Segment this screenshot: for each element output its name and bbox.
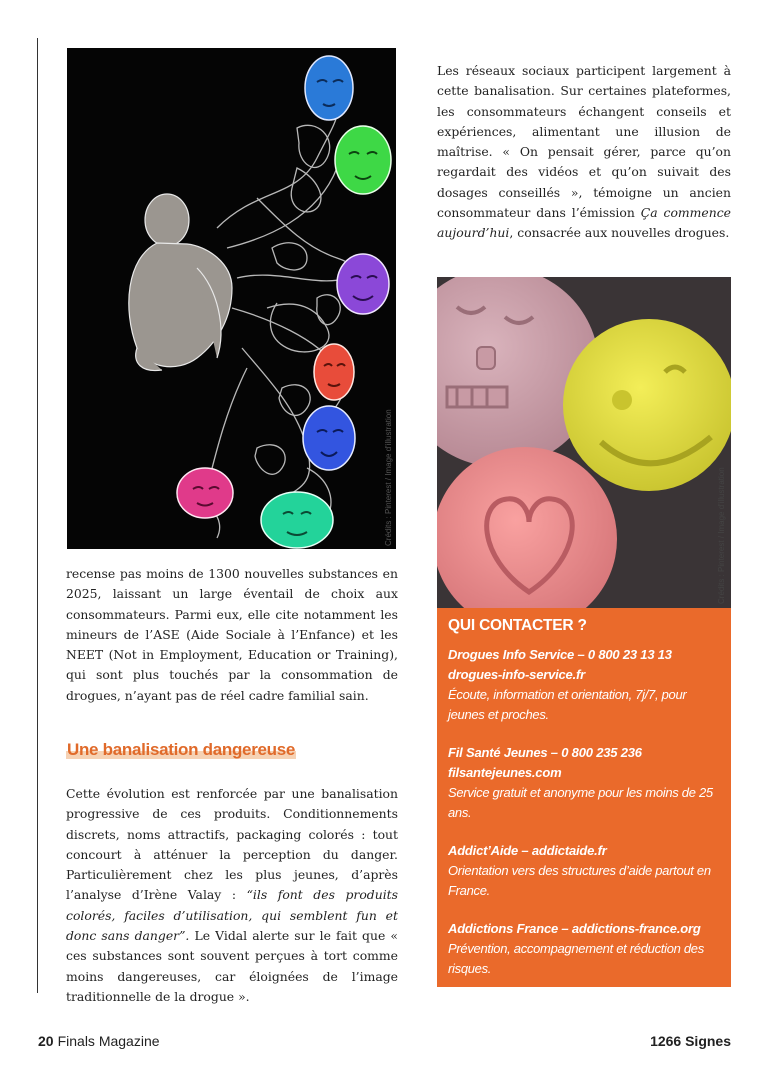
mask-teal [261,492,333,548]
mask-indigo [303,406,355,470]
section-heading-text: Une banalisation dangereuse [67,740,296,759]
magazine-name: Finals Magazine [57,1033,160,1049]
pills-photo [437,277,731,608]
contact-box [437,608,731,987]
contact-name[interactable]: Drogues Info Service – 0 800 23 13 13 [448,647,672,662]
mask-blue [305,56,353,120]
contact-description: Service gratuit et anonyme pour les moins de 25 ans. [448,785,713,820]
photo-credit: Crédits : Pinterest / Image d'illustration [717,467,726,604]
contact-description: Écoute, information et orientation, 7j/7, pour jeunes et proches. [448,687,687,722]
contact-name[interactable]: Addict’Aide – addictaide.fr [448,843,607,858]
contact-website[interactable]: filsantejeunes.com [448,765,562,780]
left-column-paragraph-2 [66,784,398,1007]
mask-green [335,126,391,194]
contact-website[interactable]: drogues-info-service.fr [448,667,585,682]
contact-description: Prévention, accompagnement et réduction des risques. [448,941,704,976]
pills-photo-art [437,277,731,608]
footer-left [38,1033,160,1049]
illustration-credit: Crédits : Pinterest / Image d'illustration [384,409,393,546]
contact-entry [448,919,721,979]
left-paragraph-part-a: Cette évolution est renforcée par une banalisation progressive de ces produits. Conditionnements discrets, noms attractifs, packaging colorés : tout concourt à atténuer la perception du danger. Particulièrement chez les plus jeunes, d’après l’analyse d’Irène Valay : [66,786,398,903]
right-paragraph-part-b: , consacrée aux nouvelles drogues. [509,225,730,241]
contact-name[interactable]: Fil Santé Jeunes – 0 800 235 236 [448,745,642,760]
contact-entry [448,743,721,823]
mask-purple [337,254,389,314]
contact-description: Orientation vers des structures d’aide partout en France. [448,863,711,898]
mask-red [314,344,354,400]
left-column-paragraph-1: recense pas moins de 1300 nouvelles substances en 2025, laissant un large éventail de choix aux consommateurs. Parmi eux, elle cite notamment les mineurs de l’ASE (Aide Sociale à l’Enfance) et les NEET (Not in Employment, Education or Training), qui sont plus touchés par la consommation de drogues, n’ayant pas de réel cadre familial sain. [66,566,398,703]
right-column-paragraph [437,61,731,244]
section-heading [66,740,296,760]
pill-smiley [563,319,731,491]
contact-title: QUI CONTACTER ? [448,617,587,634]
sign-count: 1266 Signes [650,1033,731,1049]
left-paragraph-part-b: Le Vidal alerte sur le fait que « ces substances sont souvent perçues à tort comme moins dangereuses, car éloignées de l’image traditionnelle de la drogue ». [66,928,398,1004]
contact-entry [448,645,721,725]
contact-entry [448,841,721,901]
page-number: 20 [38,1033,54,1049]
margin-rule [37,38,38,993]
mask-pink [177,468,233,518]
crouching-figure [129,194,232,371]
masks-illustration [67,48,396,549]
tv-show-title: Ça commence aujourd’hui [437,205,731,241]
irene-valay-quote: “ils font des produits colorés, faciles d’utilisation, qui semblent fun et donc sans danger”. [66,887,399,944]
contact-name[interactable]: Addictions France – addictions-france.org [448,921,701,936]
right-paragraph-part-a: Les réseaux sociaux participent largement à cette banalisation. Sur certaines plateformes, les consommateurs échangent conseils et expériences, alimentant une illusion de maîtrise. « On pensait gérer, parce qu’on regardait des vidéos et qu’on suivait des dosages conseillés », témoigne un ancien consommateur dans l’émission [437,63,731,221]
masks-illustration-art [67,48,396,549]
